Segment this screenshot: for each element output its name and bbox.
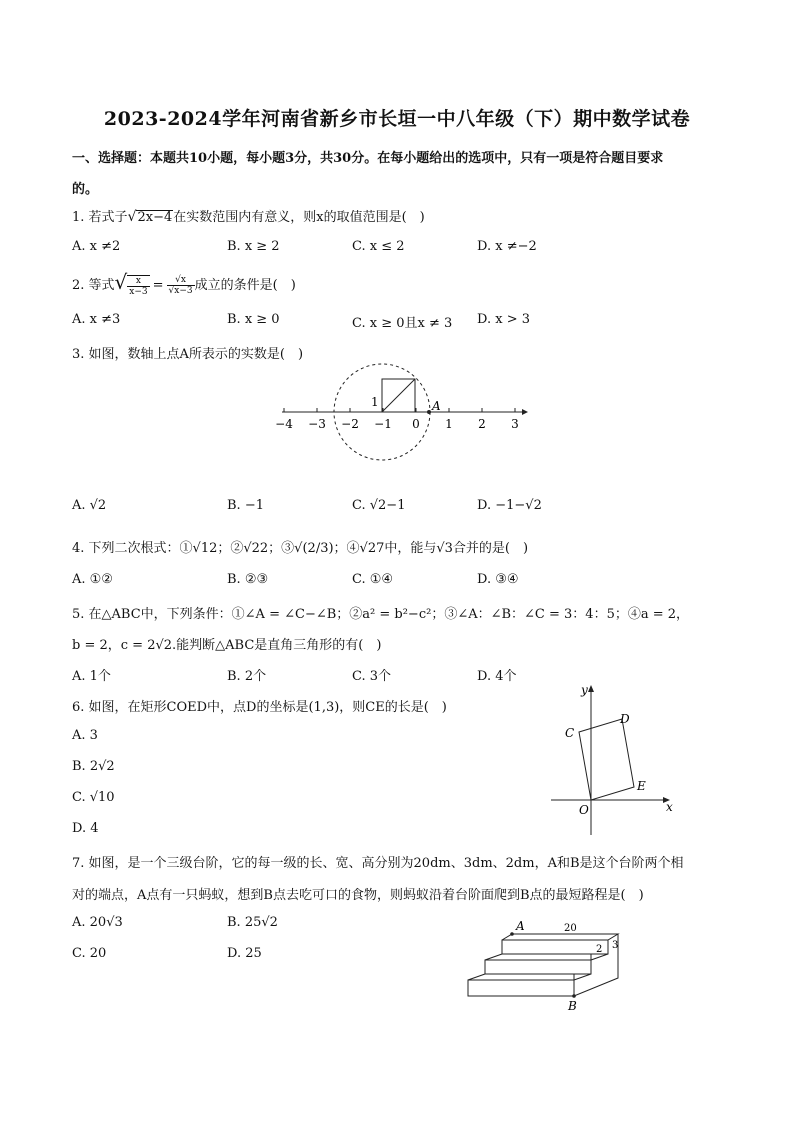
point-a-label: A: [516, 919, 525, 933]
rectangle-coordinate-figure: [545, 680, 685, 840]
q2-option-d[interactable]: D. x > 3: [477, 312, 530, 327]
page-title: 2023-2024学年河南省新乡市长垣一中八年级（下）期中数学试卷: [103, 108, 691, 130]
question-2: [72, 270, 296, 297]
q1-post: 在实数范围内有意义，则x的取值范围是( ): [173, 210, 425, 225]
q4-option-c[interactable]: C. ①④: [352, 572, 394, 587]
y-axis-arrow-icon: [588, 685, 594, 692]
q7-option-c[interactable]: C. 20: [72, 946, 107, 961]
q1-radicand: 2x−4: [137, 210, 173, 225]
q3-option-c[interactable]: C. √2−1: [352, 498, 406, 513]
number-line-ticks: [275, 408, 519, 431]
number-line-figure: [262, 368, 532, 468]
point-e-label: E: [637, 779, 646, 793]
point-a-label: A: [432, 399, 441, 413]
tick-label: −4: [275, 417, 293, 431]
q2-post: 成立的条件是( ): [194, 278, 296, 293]
q5-option-a[interactable]: A. 1个: [72, 669, 111, 684]
q2-equals: =: [152, 278, 164, 293]
tick-label: 0: [412, 417, 420, 431]
question-1: [72, 206, 425, 225]
tick-label: −2: [341, 417, 359, 431]
question-7-line2: 对的端点，A点有一只蚂蚁，想到B点去吃可口的食物，则蚂蚁沿着台阶面爬到B点的最短路程是( ): [72, 888, 644, 903]
q7-option-b[interactable]: B. 25√2: [227, 915, 278, 930]
q3-option-d[interactable]: D. −1−√2: [477, 498, 542, 513]
axis-arrow-icon: [522, 409, 528, 415]
rectangle-coed: [579, 719, 634, 800]
origin-label: O: [579, 803, 589, 817]
q7-option-d[interactable]: D. 25: [227, 946, 262, 961]
point-d-label: D: [620, 712, 630, 726]
question-7-line1: 7. 如图，是一个三级台阶，它的每一级的长、宽、高分别为20dm、3dm、2dm，A和B是这个台阶两个相: [72, 856, 684, 871]
tick-label: 3: [511, 417, 519, 431]
q2-pre: 2. 等式: [72, 278, 115, 293]
point-a-dot: [510, 932, 514, 936]
x-axis-label: x: [666, 800, 673, 814]
question-4: 4. 下列二次根式：①√12；②√22；③√(2/3)；④√27中，能与√3合并的是( ): [72, 541, 529, 556]
point-a-dot: [427, 410, 431, 414]
q4-option-b[interactable]: B. ②③: [227, 572, 269, 587]
square-diagonal: [382, 379, 415, 412]
q3-option-a[interactable]: A. √2: [72, 498, 107, 513]
question-5-line2: b = 2，c = 2√2.能判断△ABC是直角三角形的有( ): [72, 638, 382, 653]
q6-option-c[interactable]: C. √10: [72, 790, 115, 805]
length-label: 20: [564, 923, 577, 934]
q5-option-b[interactable]: B. 2个: [227, 669, 267, 684]
y-axis-label: y: [581, 683, 588, 697]
height-label: 2: [596, 944, 603, 955]
q7-option-a[interactable]: A. 20√3: [72, 915, 123, 930]
question-3: 3. 如图，数轴上点A所表示的实数是( ): [72, 347, 304, 362]
q2-option-c[interactable]: C. x ≥ 0且x ≠ 3: [352, 316, 453, 331]
q4-option-a[interactable]: A. ①②: [72, 572, 113, 587]
q6-option-b[interactable]: B. 2√2: [72, 759, 115, 774]
tick-label: 1: [445, 417, 453, 431]
sqrt-sign: √: [127, 209, 137, 225]
q5-option-d[interactable]: D. 4个: [477, 669, 517, 684]
q1-option-c[interactable]: C. x ≤ 2: [352, 239, 405, 254]
point-b-label: B: [568, 999, 577, 1013]
q1-option-d[interactable]: D. x ≠−2: [477, 239, 537, 254]
point-c-label: C: [565, 726, 575, 740]
q1-option-a[interactable]: A. x ≠2: [72, 239, 121, 254]
sqrt-sign: √: [114, 270, 128, 294]
q5-option-c[interactable]: C. 3个: [352, 669, 392, 684]
question-6: 6. 如图，在矩形COED中，点D的坐标是(1,3)，则CE的长是( ): [72, 700, 447, 715]
point-b-dot: [572, 994, 576, 998]
q2-option-a[interactable]: A. x ≠3: [72, 312, 121, 327]
tick-label: −3: [308, 417, 326, 431]
q1-option-b[interactable]: B. x ≥ 2: [227, 239, 280, 254]
q1-pre: 1. 若式子: [72, 210, 128, 225]
q3-option-b[interactable]: B. −1: [227, 498, 264, 513]
tick-label: −1: [374, 417, 392, 431]
width-label: 3: [612, 940, 619, 951]
section-heading-line1: 一、选择题：本题共10小题，每小题3分，共30分。在每小题给出的选项中，只有一项是符合题目要求: [72, 151, 664, 166]
square-side-label: 1: [371, 395, 379, 409]
q2-option-b[interactable]: B. x ≥ 0: [227, 312, 280, 327]
q6-option-a[interactable]: A. 3: [72, 728, 98, 743]
question-5-line1: 5. 在△ABC中，下列条件：①∠A = ∠C−∠B；②a² = b²−c²；③∠A：∠B：∠C = 3：4：5；④a = 2，: [72, 607, 690, 622]
q6-option-d[interactable]: D. 4: [72, 821, 99, 836]
q4-option-d[interactable]: D. ③④: [477, 572, 519, 587]
staircase-figure: [460, 918, 630, 1013]
tick-label: 2: [478, 417, 486, 431]
section-heading-line2: 的。: [72, 182, 99, 197]
q2-frac1: $\frac{x}{x-3}$: [129, 275, 148, 297]
q2-frac2: $\frac{√x}{√x-3}$: [168, 275, 193, 296]
